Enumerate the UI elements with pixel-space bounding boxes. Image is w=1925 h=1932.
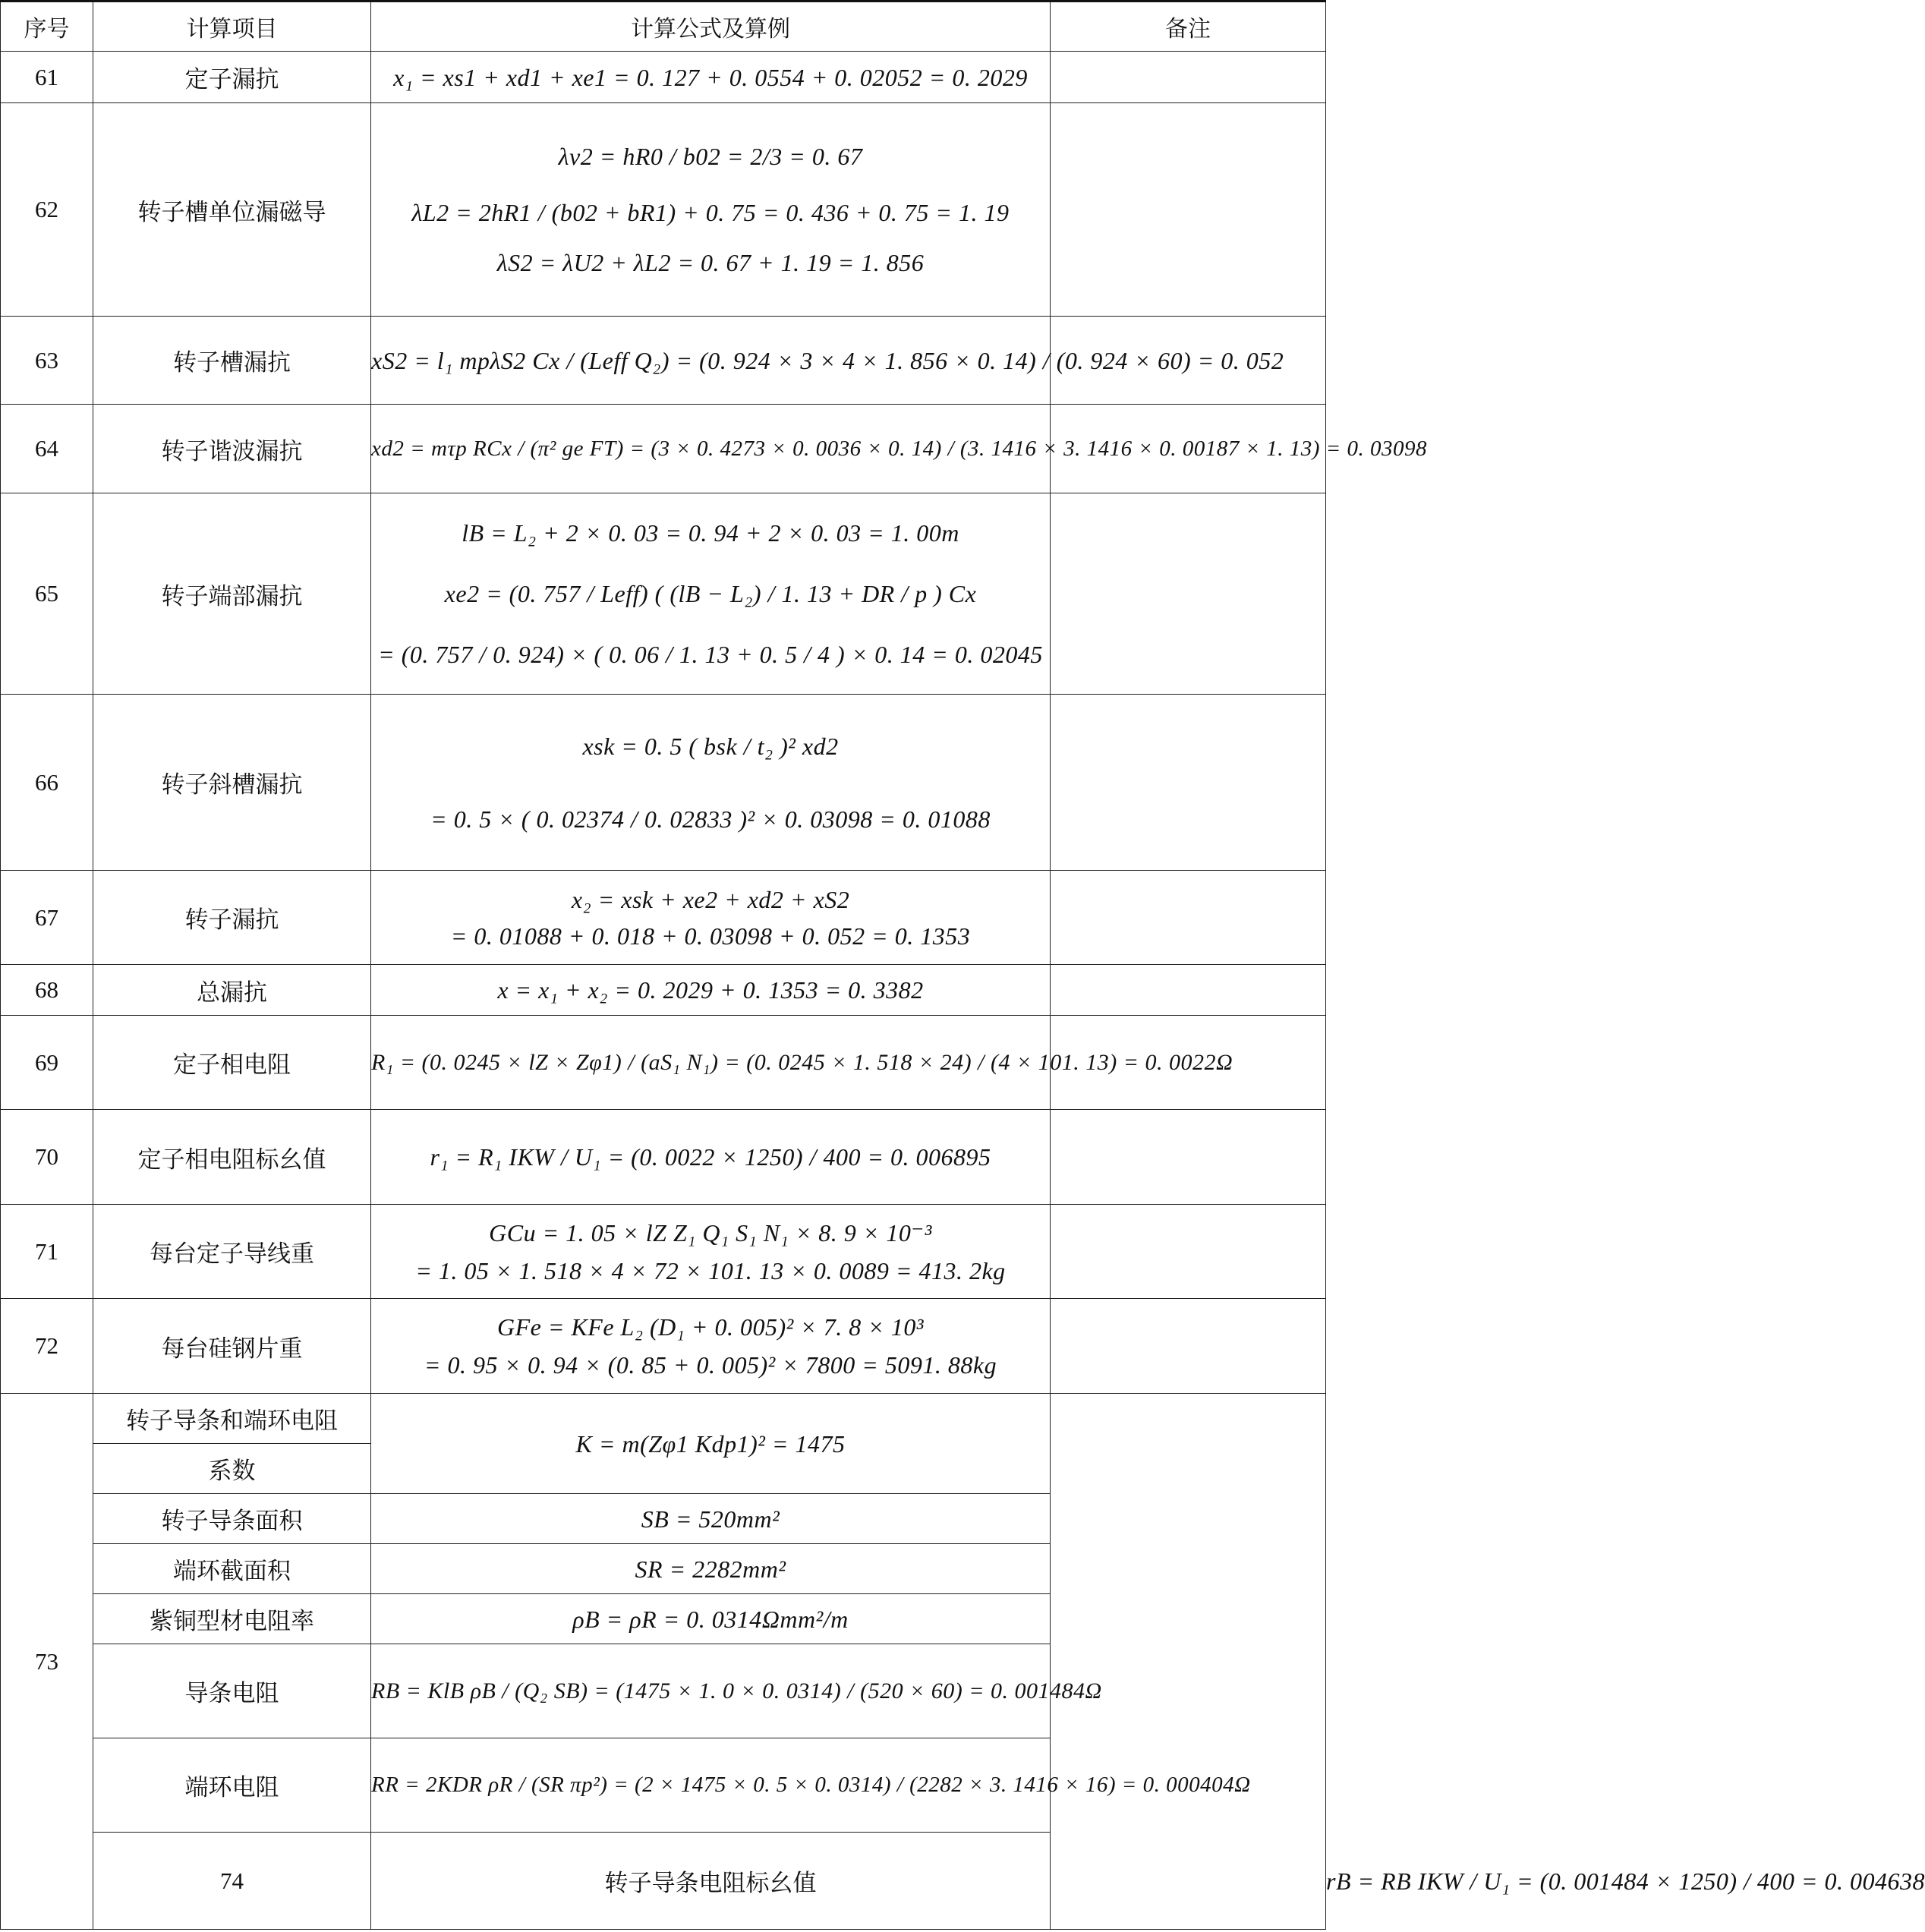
row-remark bbox=[1051, 965, 1326, 1016]
formula-line: lB = L₂ + 2 × 0. 03 = 0. 94 + 2 × 0. 03 = 1. 00m bbox=[462, 519, 959, 547]
row-formula bbox=[371, 1394, 1051, 1494]
row-number: 68 bbox=[1, 965, 93, 1016]
row-formula bbox=[371, 871, 1051, 965]
row-remark bbox=[1051, 871, 1326, 965]
row-formula bbox=[371, 1644, 1102, 1738]
row-remark bbox=[1051, 695, 1326, 871]
row-formula bbox=[371, 695, 1051, 871]
table-row-64 bbox=[1, 405, 1326, 493]
table-row-63 bbox=[1, 317, 1326, 405]
row-item: 转子端部漏抗 bbox=[93, 493, 371, 695]
table-header-row bbox=[1, 2, 1326, 52]
formula-line: xe2 = (0. 757 / Leff) ( (lB − L₂) / 1. 13 + DR / p ) Cx bbox=[444, 580, 977, 607]
formula-line: x₂ = xsk + xe2 + xd2 + xS2 bbox=[571, 885, 850, 913]
formula-line: K = m(Zφ1 Kdp1)² = 1475 bbox=[575, 1429, 846, 1458]
row-item: 每台硅钢片重 bbox=[93, 1299, 371, 1394]
row-item: 定子漏抗 bbox=[93, 52, 371, 103]
row-item: 每台定子导线重 bbox=[93, 1205, 371, 1299]
row-remark bbox=[1051, 493, 1326, 695]
row-formula bbox=[371, 317, 1284, 405]
table-row-65 bbox=[1, 493, 1326, 695]
row-formula bbox=[371, 1205, 1051, 1299]
row-item: 总漏抗 bbox=[93, 965, 371, 1016]
table-row-61 bbox=[1, 52, 1326, 103]
row-number: 63 bbox=[1, 317, 93, 405]
formula-line: = 0. 95 × 0. 94 × (0. 85 + 0. 005)² × 7800 = 5091. 88kg bbox=[424, 1351, 997, 1379]
row-item: 转子导条和端环电阻 bbox=[93, 1394, 371, 1444]
row-number: 65 bbox=[1, 493, 93, 695]
table-row-68 bbox=[1, 965, 1326, 1016]
row-item: 转子斜槽漏抗 bbox=[93, 695, 371, 871]
row-item: 系数 bbox=[93, 1444, 371, 1494]
row-item: 转子谐波漏抗 bbox=[93, 405, 371, 493]
row-item: 端环截面积 bbox=[93, 1544, 371, 1594]
row-formula bbox=[371, 1738, 1251, 1833]
row-item: 转子漏抗 bbox=[93, 871, 371, 965]
row-number: 67 bbox=[1, 871, 93, 965]
formula-line: λS2 = λU2 + λL2 = 0. 67 + 1. 19 = 1. 856 bbox=[496, 249, 925, 276]
row-formula bbox=[371, 965, 1051, 1016]
formula-line: SR = 2282mm² bbox=[635, 1555, 786, 1583]
formula-line: R₁ = (0. 0245 × lZ × Zφ1) / (aS₁ N₁) = (0. 0245 × 1. 518 × 24) / (4 × 101. 13) = 0. 0022Ω bbox=[371, 1049, 1233, 1075]
formula-line: λL2 = 2hR1 / (b02 + bR1) + 0. 75 = 0. 436 + 0. 75 = 1. 19 bbox=[411, 199, 1010, 226]
row-number: 74 bbox=[93, 1833, 371, 1930]
table-row-67 bbox=[1, 871, 1326, 965]
row-item: 定子相电阻标幺值 bbox=[93, 1110, 371, 1205]
row-formula bbox=[371, 1544, 1051, 1594]
row-formula bbox=[371, 1594, 1051, 1644]
row-number: 70 bbox=[1, 1110, 93, 1205]
row-number: 71 bbox=[1, 1205, 93, 1299]
formula-line: xd2 = mτp RCx / (π² ge FT) = (3 × 0. 4273 × 0. 0036 × 0. 14) / (3. 1416 × 3. 1416 × 0. 00187 × 1. 13) = 0. 03098 bbox=[371, 436, 1427, 461]
formula-line: RB = KlB ρB / (Q₂ SB) = (1475 × 1. 0 × 0. 0314) / (520 × 60) = 0. 001484Ω bbox=[371, 1678, 1102, 1704]
row-number: 62 bbox=[1, 103, 93, 317]
formula-line: SB = 520mm² bbox=[641, 1505, 780, 1533]
table-row-74: 74 转子导条电阻标幺值 rB = RB IKW / U₁ = (0. 001484 × 1250) / 400 = 0. 004638 bbox=[1, 1833, 1326, 1930]
row-item: 紫铜型材电阻率 bbox=[93, 1594, 371, 1644]
formula-line: x = x₁ + x₂ = 0. 2029 + 0. 1353 = 0. 3382 bbox=[497, 976, 924, 1004]
row-number: 72 bbox=[1, 1299, 93, 1394]
formula-line: λv2 = hR0 / b02 = 2/3 = 0. 67 bbox=[558, 143, 863, 170]
row-formula bbox=[371, 1494, 1051, 1544]
row-remark bbox=[1051, 52, 1326, 103]
formula-line: r₁ = R₁ IKW / U₁ = (0. 0022 × 1250) / 400 = 0. 006895 bbox=[430, 1143, 991, 1171]
row-formula bbox=[371, 1299, 1051, 1394]
row-remark bbox=[1051, 103, 1326, 317]
header-remark: 备注 bbox=[1051, 2, 1326, 52]
row-formula bbox=[371, 493, 1051, 695]
row-item: 定子相电阻 bbox=[93, 1016, 371, 1110]
header-formula: 计算公式及算例 bbox=[371, 2, 1051, 52]
row-remark bbox=[1051, 1299, 1326, 1394]
table-row-72 bbox=[1, 1299, 1326, 1394]
row-number: 73 bbox=[1, 1394, 93, 1930]
formula-line: xS2 = l₁ mpλS2 Cx / (Leff Q₂) = (0. 924 × 3 × 4 × 1. 856 × 0. 14) / (0. 924 × 60) = 0. 052 bbox=[371, 346, 1284, 374]
row-item: 端环电阻 bbox=[93, 1738, 371, 1833]
formula-line: x₁ = xs1 + xd1 + xe1 = 0. 127 + 0. 0554 + 0. 02052 = 0. 2029 bbox=[393, 63, 1028, 91]
header-calculation-item: 计算项目 bbox=[93, 2, 371, 52]
formula-line: ρB = ρR = 0. 0314Ωmm²/m bbox=[572, 1605, 849, 1633]
row-formula bbox=[371, 405, 1427, 493]
row-number: 61 bbox=[1, 52, 93, 103]
formula-line: RR = 2KDR ρR / (SR πp²) = (2 × 1475 × 0. 5 × 0. 0314) / (2282 × 3. 1416 × 16) = 0. 000404Ω bbox=[371, 1773, 1251, 1798]
formula-line: GCu = 1. 05 × lZ Z₁ Q₁ S₁ N₁ × 8. 9 × 10⁻³ bbox=[489, 1218, 932, 1247]
row-remark bbox=[1051, 1110, 1326, 1205]
formula-line: = 0. 5 × ( 0. 02374 / 0. 02833 )² × 0. 03098 = 0. 01088 bbox=[430, 805, 991, 833]
row-item: 转子导条面积 bbox=[93, 1494, 371, 1544]
row-formula bbox=[371, 52, 1051, 103]
row-number: 64 bbox=[1, 405, 93, 493]
table-row-70 bbox=[1, 1110, 1326, 1205]
table-row-73-coefficient bbox=[1, 1394, 1326, 1444]
row-number: 69 bbox=[1, 1016, 93, 1110]
row-formula bbox=[371, 1110, 1051, 1205]
row-number: 66 bbox=[1, 695, 93, 871]
table-row-69 bbox=[1, 1016, 1326, 1110]
row-formula bbox=[371, 1016, 1233, 1110]
table-row-71 bbox=[1, 1205, 1326, 1299]
formula-line: GFe = KFe L₂ (D₁ + 0. 005)² × 7. 8 × 10³ bbox=[497, 1313, 924, 1341]
row-remark bbox=[1051, 1205, 1326, 1299]
formula-line: = (0. 757 / 0. 924) × ( 0. 06 / 1. 13 + 0. 5 / 4 ) × 0. 14 = 0. 02045 bbox=[378, 641, 1043, 668]
header-serial-number: 序号 bbox=[1, 2, 93, 52]
row-item: 转子导条电阻标幺值 bbox=[371, 1833, 1051, 1930]
table-row-66 bbox=[1, 695, 1326, 871]
row-item: 导条电阻 bbox=[93, 1644, 371, 1738]
formula-line: = 1. 05 × 1. 518 × 4 × 72 × 101. 13 × 0. 0089 = 413. 2kg bbox=[415, 1256, 1006, 1284]
row-remark bbox=[1051, 1394, 1326, 1930]
table-row-62 bbox=[1, 103, 1326, 317]
row-item: 转子槽漏抗 bbox=[93, 317, 371, 405]
row-formula bbox=[371, 103, 1051, 317]
formula-line: xsk = 0. 5 ( bsk / t₂ )² xd2 bbox=[582, 732, 839, 760]
formula-line: = 0. 01088 + 0. 018 + 0. 03098 + 0. 052 = 0. 1353 bbox=[450, 922, 971, 950]
row-item: 转子槽单位漏磁导 bbox=[93, 103, 371, 317]
